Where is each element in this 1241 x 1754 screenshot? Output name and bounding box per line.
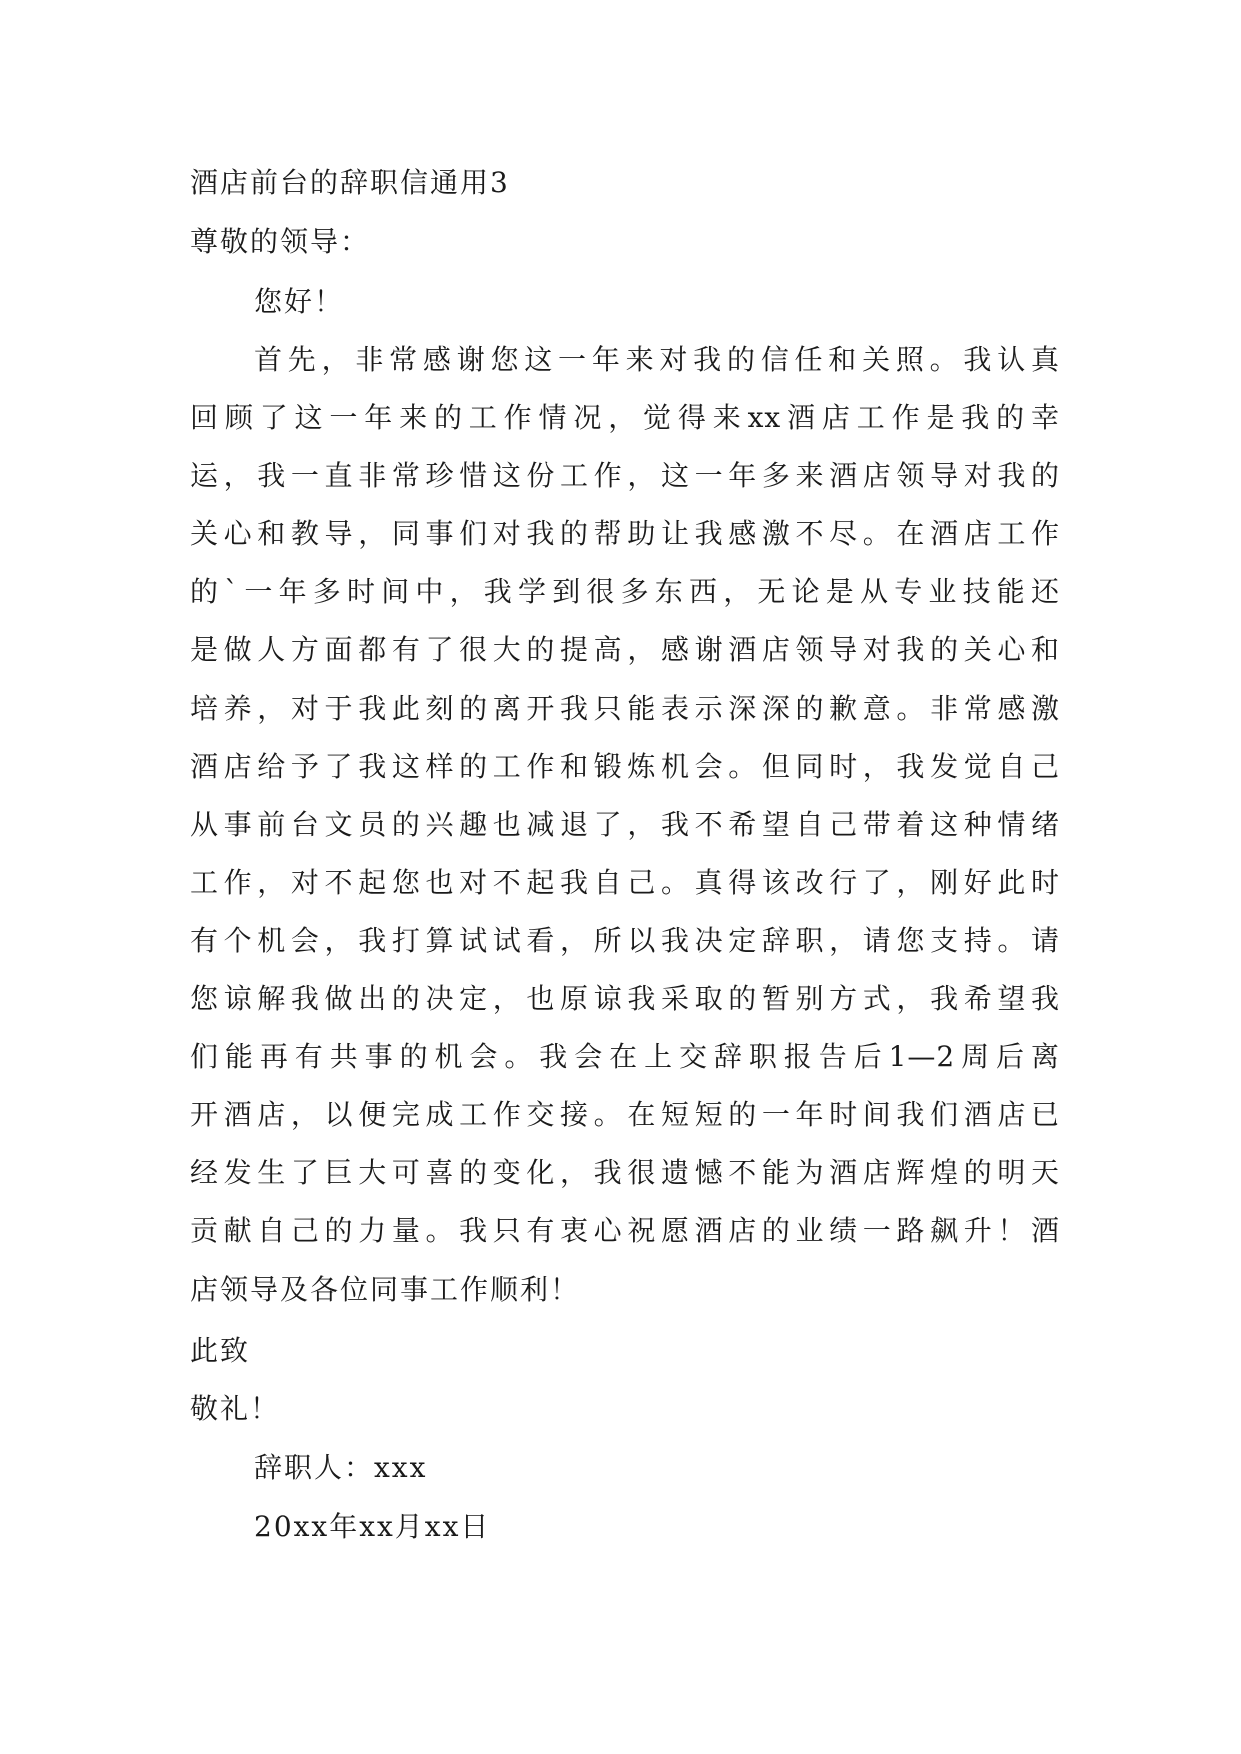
closing-salute: 敬礼！ (190, 1392, 281, 1425)
body-line: 开酒店，以便完成工作交接。在短短的一年时间我们酒店已 (190, 1098, 1060, 1132)
date: 20xx年xx月xx日 (254, 1510, 491, 1543)
body-line: 回顾了这一年来的工作情况，觉得来xx酒店工作是我的幸 (190, 401, 1060, 435)
body-line: 您谅解我做出的决定，也原谅我采取的暂别方式，我希望我 (190, 982, 1060, 1016)
body-line: 培养，对于我此刻的离开我只能表示深深的歉意。非常感激 (190, 691, 1060, 725)
body-line: 是做人方面都有了很大的提高，感谢酒店领导对我的关心和 (190, 633, 1060, 667)
greeting: 您好！ (254, 285, 345, 318)
body-line: 工作，对不起您也对不起我自己。真得该改行了，刚好此时 (190, 865, 1060, 899)
body-line: 从事前台文员的兴趣也减退了，我不希望自己带着这种情绪 (190, 807, 1060, 841)
document-title: 酒店前台的辞职信通用3 (190, 166, 510, 199)
salutation: 尊敬的领导： (190, 225, 371, 258)
letter-body (190, 340, 1060, 1328)
closing-phrase: 此致 (190, 1334, 251, 1367)
body-line: 首先，非常感谢您这一年来对我的信任和关照。我认真 (254, 343, 1060, 376)
body-line: 酒店给予了我这样的工作和锻炼机会。但同时，我发觉自己 (190, 749, 1060, 783)
body-line: 的`一年多时间中，我学到很多东西，无论是从专业技能还 (190, 575, 1060, 609)
body-line: 经发生了巨大可喜的变化，我很遗憾不能为酒店辉煌的明天 (190, 1156, 1060, 1190)
body-line: 运，我一直非常珍惜这份工作，这一年多来酒店领导对我的 (190, 459, 1060, 493)
body-line: 贡献自己的力量。我只有衷心祝愿酒店的业绩一路飙升！酒 (190, 1214, 1060, 1248)
body-line: 有个机会，我打算试试看，所以我决定辞职，请您支持。请 (190, 923, 1060, 957)
body-line: 关心和教导，同事们对我的帮助让我感激不尽。在酒店工作 (190, 517, 1060, 551)
signature: 辞职人：xxx (254, 1451, 428, 1484)
body-line: 店领导及各位同事工作顺利！ (190, 1272, 581, 1306)
body-line: 们能再有共事的机会。我会在上交辞职报告后1—2周后离 (190, 1040, 1060, 1074)
